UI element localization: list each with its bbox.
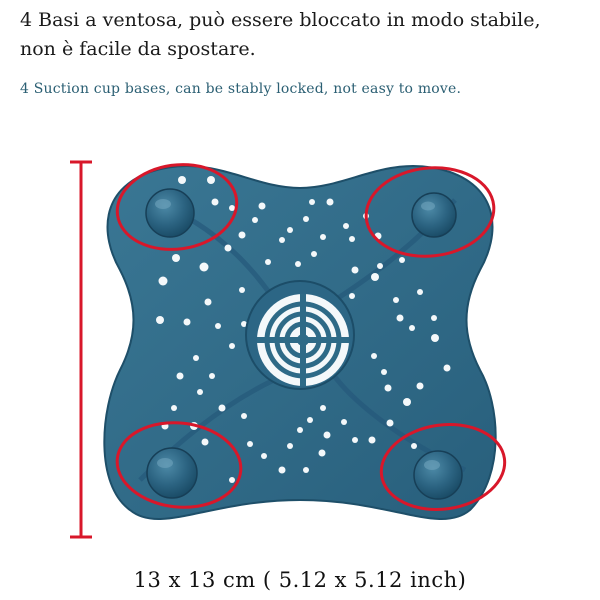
dimension-caption: 13 x 13 cm ( 5.12 x 5.12 inch): [133, 568, 467, 592]
italian-heading: 4 Basi a ventosa, può essere bloccato in modo stabile, non è facile da spostare.: [20, 9, 541, 60]
suction-cup-bottom-left: [147, 448, 197, 498]
product-photo: [0, 140, 600, 560]
height-dimension-line: [70, 162, 92, 537]
center-grate: [246, 281, 354, 389]
english-heading: 4 Suction cup bases, can be stably locked, not easy to move.: [20, 81, 462, 97]
suction-cup-top-right: [412, 193, 456, 237]
suction-cup-top-left: [146, 189, 194, 237]
suction-cup-bottom-right: [414, 451, 462, 499]
